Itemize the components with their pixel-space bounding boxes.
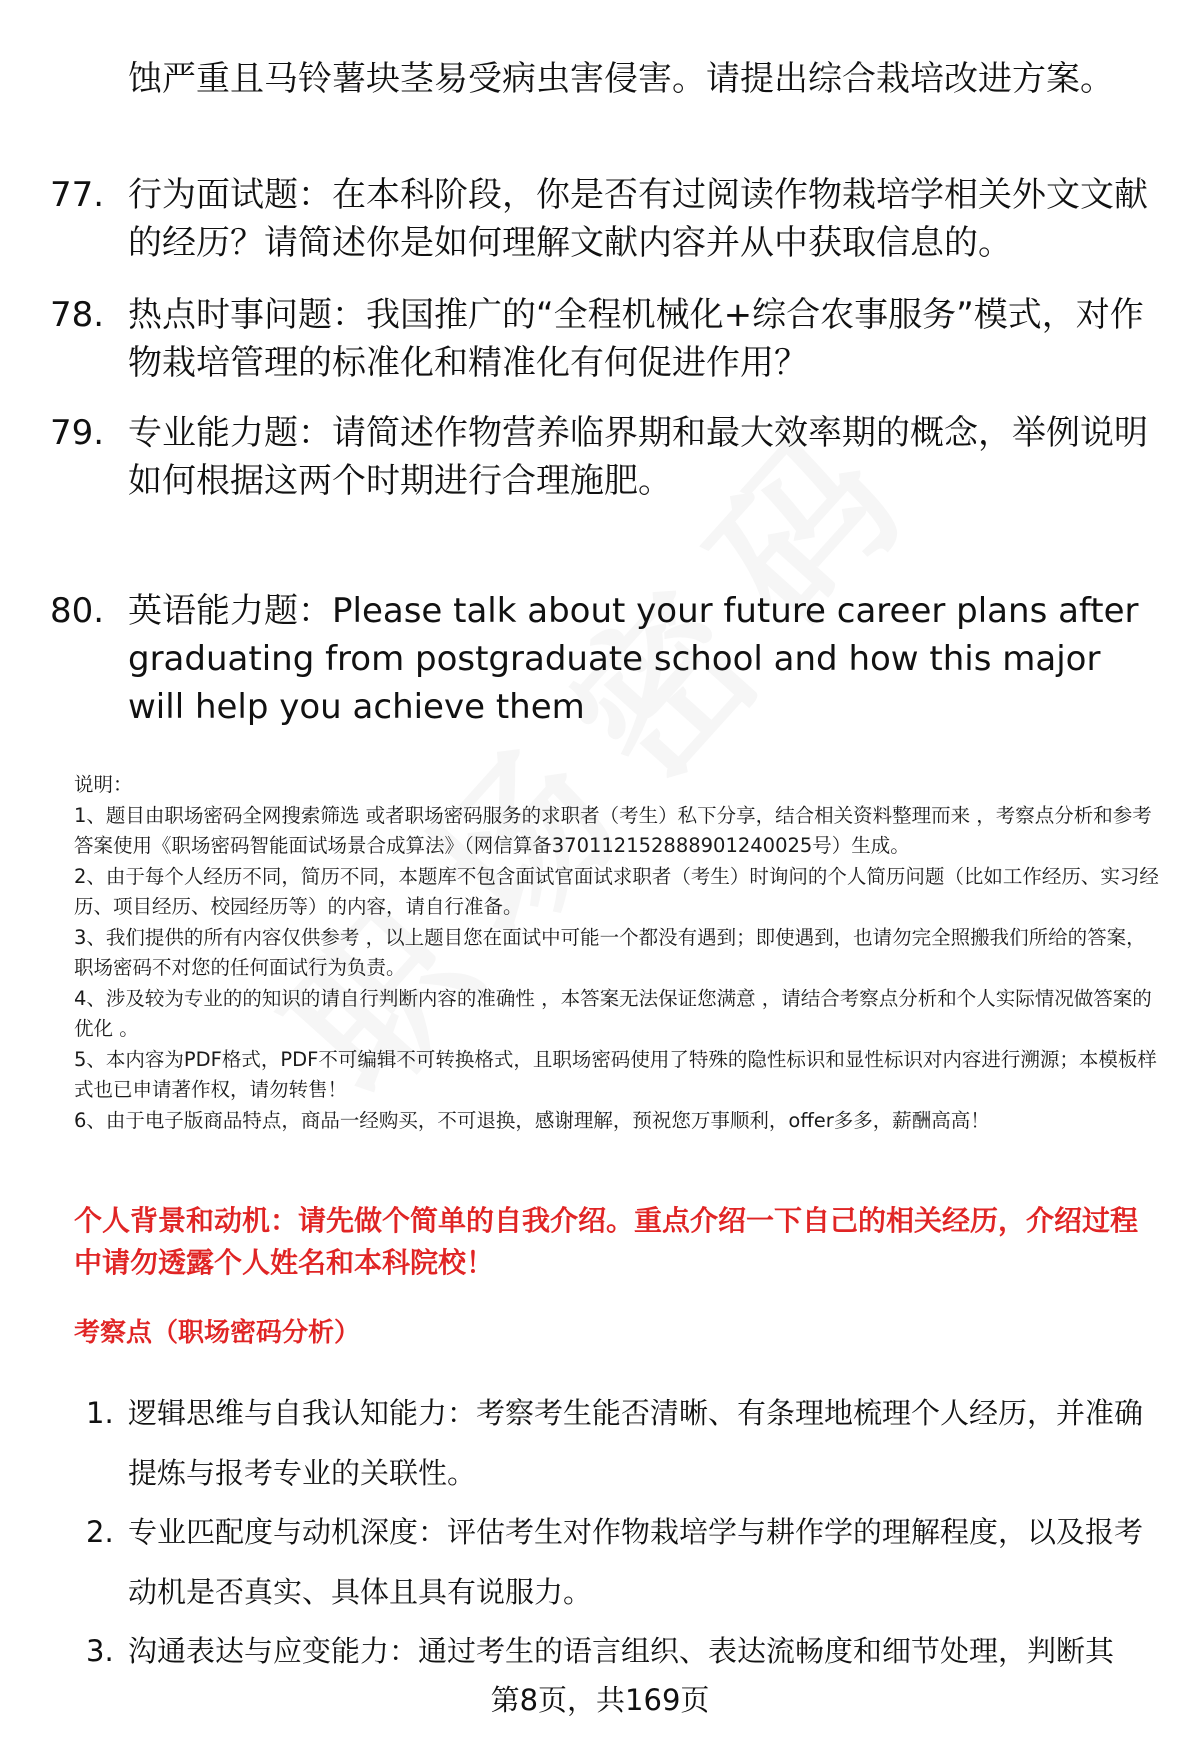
question-text: 行为面试题：在本科阶段，你是否有过阅读作物栽培学相关外文文献的经历？请简述你是如何理解文献内容并从中获取信息的。 xyxy=(128,175,1148,263)
page-footer: 第8页，共169页 xyxy=(490,1683,710,1717)
focus-point-text: 逻辑思维与自我认知能力：考察考生能否清晰、有条理地梳理个人经历，并准确提炼与报考专业的关联性。 xyxy=(128,1396,1144,1490)
focus-point-number: 1. xyxy=(86,1396,114,1430)
question-number: 77. xyxy=(50,175,105,215)
focus-point-text: 专业匹配度与动机深度：评估考生对作物栽培学与耕作学的理解程度，以及报考动机是否真实、具体且具有说服力。 xyxy=(128,1515,1144,1609)
note-item: 3、我们提供的所有内容仅供参考 ，以上题目您在面试中可能一个都没有遇到；即使遇到，也请勿完全照搬我们所给的答案，职场密码不对您的任何面试行为负责。 xyxy=(74,925,1146,979)
note-item: 4、涉及较为专业的的知识的请自行判断内容的准确性 ，本答案无法保证您满意 ，请结合考察点分析和个人实际情况做答案的优化 。 xyxy=(74,986,1152,1040)
question-text: 英语能力题：Please talk about your future career plans after graduating from postgraduate school and how this major will help you achieve them xyxy=(128,591,1139,727)
question-number: 78. xyxy=(50,295,105,335)
question-number: 79. xyxy=(50,413,105,453)
note-item: 6、由于电子版商品特点，商品一经购买，不可退换，感谢理解，预祝您万事顺利，offer多多，薪酬高高！ xyxy=(74,1108,990,1132)
question-text: 蚀严重且马铃薯块茎易受病虫害侵害。请提出综合栽培改进方案。 xyxy=(128,59,1114,99)
focus-point-text: 沟通表达与应变能力：通过考生的语言组织、表达流畅度和细节处理，判断其 xyxy=(128,1634,1115,1668)
note-item: 2、由于每个人经历不同，简历不同，本题库不包含面试官面试求职者（考生）时询问的个人简历问题（比如工作经历、实习经历、项目经历、校园经历等）的内容，请自行准备。 xyxy=(74,864,1159,918)
focus-point-number: 2. xyxy=(86,1515,114,1549)
focus-points-title: 考察点（职场密码分析） xyxy=(74,1318,361,1348)
question-text: 热点时事问题：我国推广的“全程机械化+综合农事服务”模式，对作物栽培管理的标准化和精准化有何促进作用？ xyxy=(128,295,1144,383)
question-number: 80. xyxy=(50,591,105,631)
notes-section xyxy=(74,770,1164,1136)
focus-point-number: 3. xyxy=(86,1634,114,1668)
background-question: 个人背景和动机：请先做个简单的自我介绍。重点介绍一下自己的相关经历，介绍过程中请勿透露个人姓名和本科院校！ xyxy=(74,1204,1139,1279)
notes-title: 说明： xyxy=(74,773,133,796)
question-text: 专业能力题：请简述作物营养临界期和最大效率期的概念，举例说明如何根据这两个时期进行合理施肥。 xyxy=(128,413,1148,501)
note-item: 1、题目由职场密码全网搜索筛选 或者职场密码服务的求职者（考生）私下分享，结合相关资料整理而来 ，考察点分析和参考答案使用《职场密码智能面试场景合成算法》（网信算备370112152888901240025号）生成。 xyxy=(74,803,1152,857)
note-item: 5、本内容为PDF格式，PDF不可编辑不可转换格式，且职场密码使用了特殊的隐性标识和显性标识对内容进行溯源；本模板样式也已申请著作权，请勿转售！ xyxy=(74,1047,1157,1101)
